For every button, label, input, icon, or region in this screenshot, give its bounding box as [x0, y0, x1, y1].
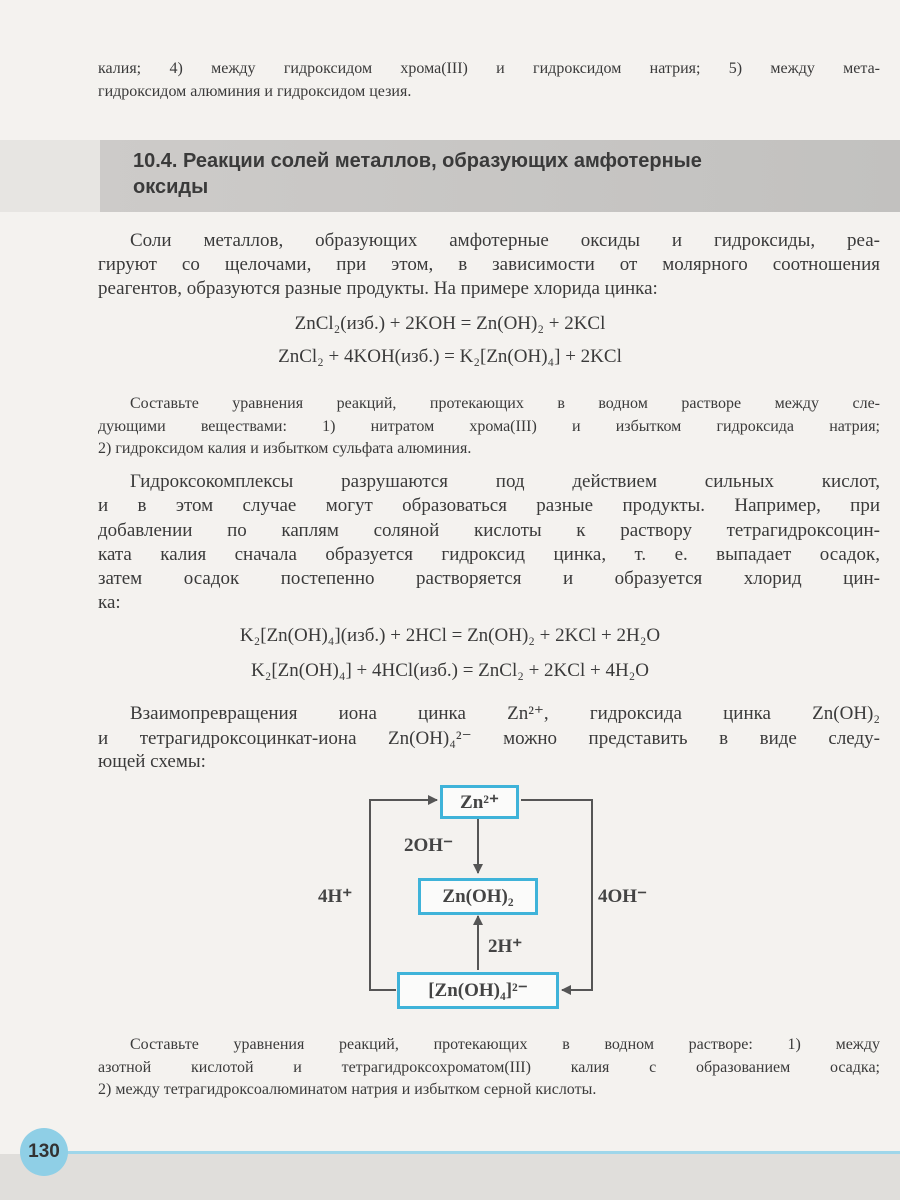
text-line: ка:: [98, 592, 121, 613]
node-zn-ion: Zn²⁺: [440, 785, 519, 819]
text-line: Гидроксокомплексы разрушаются под действием сильных кислот,: [130, 471, 880, 492]
text-line: Взаимопревращения иона цинка Zn²⁺, гидроксида цинка Zn(OH)₂: [130, 703, 880, 724]
text-line: добавлении по каплям соляной кислоты к раствору тетрагидроксоцин-: [98, 520, 880, 541]
text-line: ката калия сначала образуется гидроксид цинка, т. е. выпадает осадок,: [98, 544, 880, 565]
label-4oh: 4OH⁻: [598, 886, 648, 907]
equation: K₂[Zn(OH)₄] + 4HCl(изб.) = ZnCl₂ + 2KCl + 4H₂O: [250, 660, 650, 681]
equation: K₂[Zn(OH)₄](изб.) + 2HCl = Zn(OH)₂ + 2KCl + 2H₂O: [239, 625, 661, 646]
text-line: Составьте уравнения реакций, протекающих в водном растворе: 1) между: [130, 1036, 880, 1053]
text-line: затем осадок постепенно растворяется и образуется хлорид цин-: [98, 568, 880, 589]
text-line: и тетрагидроксоцинкат-иона Zn(OH)₄²⁻ можно представить в виде следу-: [98, 728, 880, 749]
equation: ZnCl₂ + 4KOH(изб.) = K₂[Zn(OH)₄] + 2KCl: [278, 346, 622, 367]
text-line: ющей схемы:: [98, 751, 206, 772]
node-tetrahydroxozincate: [Zn(OH)₄]²⁻: [397, 972, 559, 1009]
text-line: 2) между тетрагидроксоалюминатом натрия и избытком серной кислоты.: [98, 1081, 597, 1098]
label-2h: 2H⁺: [488, 936, 523, 957]
equation: ZnCl₂(изб.) + 2KOH = Zn(OH)₂ + 2KCl: [294, 313, 606, 334]
text-line: гируют со щелочами, при этом, в зависимости от молярного соотношения: [98, 254, 880, 275]
text-line: гидроксидом алюминия и гидроксидом цезия.: [98, 83, 412, 100]
page-footer-area: [0, 1154, 900, 1200]
node-zinc-hydroxide: Zn(OH)₂: [418, 878, 538, 915]
label-4h: 4H⁺: [318, 886, 353, 907]
text-line: реагентов, образуются разные продукты. На примере хлорида цинка:: [98, 278, 658, 299]
footer-rule: [60, 1151, 900, 1154]
text-line: Составьте уравнения реакций, протекающих в водном растворе между сле-: [130, 395, 880, 412]
text-line: дующими веществами: 1) нитратом хрома(III) и избытком гидроксида натрия;: [98, 418, 880, 435]
text-line: азотной кислотой и тетрагидроксохроматом(III) калия с образованием осадка;: [98, 1059, 880, 1076]
text-line: 2) гидроксидом калия и избытком сульфата алюминия.: [98, 440, 472, 457]
page-number-badge: 130: [20, 1128, 68, 1176]
section-title: 10.4. Реакции солей металлов, образующих амфотерные: [133, 150, 702, 172]
label-2oh: 2OH⁻: [404, 835, 454, 856]
text-line: и в этом случае могут образоваться разные продукты. Например, при: [98, 495, 880, 516]
text-line: Соли металлов, образующих амфотерные оксиды и гидроксиды, реа-: [130, 230, 880, 251]
text-line: калия; 4) между гидроксидом хрома(III) и гидроксидом натрия; 5) между мета-: [98, 60, 880, 77]
section-title: оксиды: [133, 176, 209, 198]
